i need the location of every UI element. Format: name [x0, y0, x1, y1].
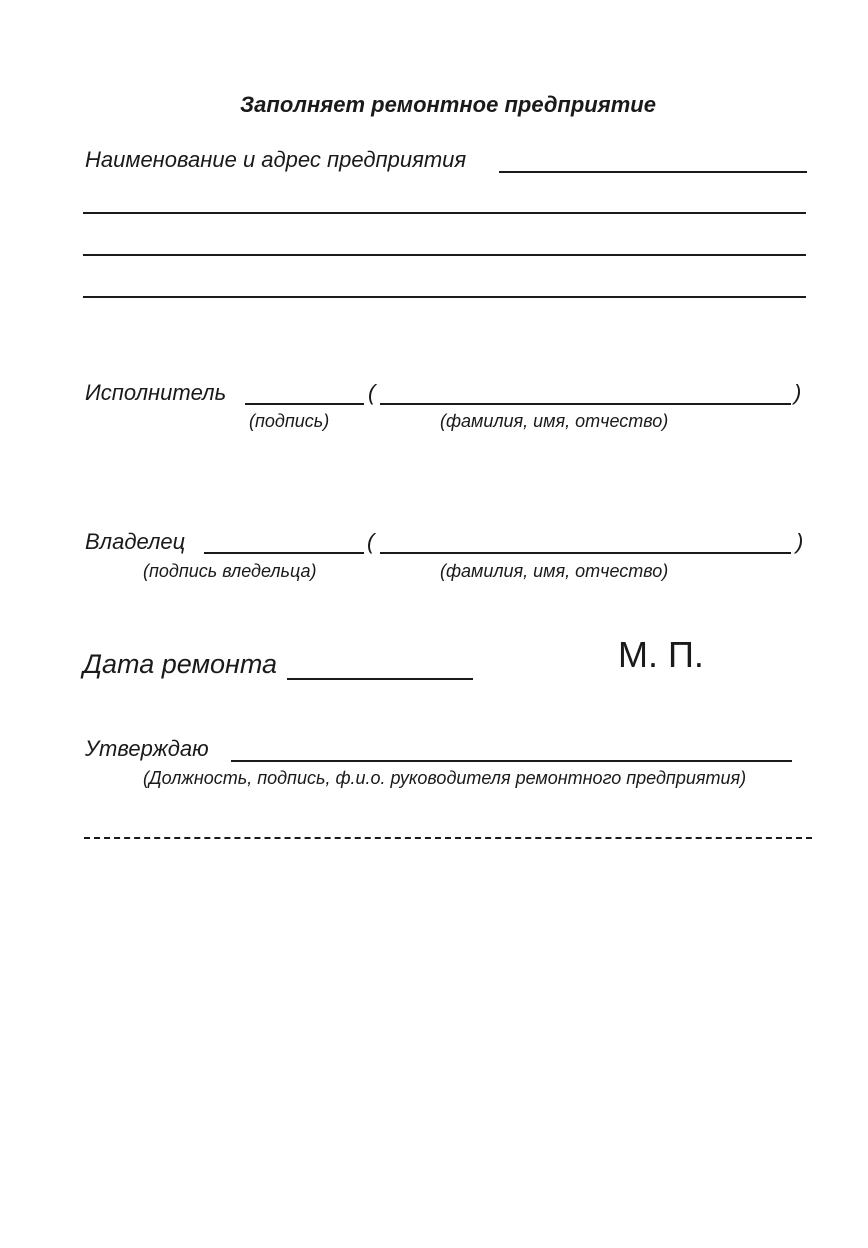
approval-label: Утверждаю [85, 736, 209, 761]
executor-close-paren: ) [794, 380, 802, 405]
cut-line [84, 837, 812, 839]
enterprise-field-line-1[interactable] [499, 171, 807, 173]
enterprise-field-line-2[interactable] [83, 212, 806, 214]
owner-open-paren: ( [367, 529, 375, 554]
executor-signature-caption: (подпись) [249, 411, 330, 431]
stamp-placeholder: М. П. [618, 634, 704, 675]
executor-label: Исполнитель [85, 380, 227, 405]
owner-name-caption: (фамилия, имя, отчество) [440, 561, 669, 581]
approval-caption: (Должность, подпись, ф.и.о. руководителя ремонтного предприятия) [143, 768, 747, 788]
executor-open-paren: ( [368, 380, 376, 405]
owner-name-line[interactable] [380, 552, 791, 554]
owner-label: Владелец [85, 529, 186, 554]
enterprise-field-line-4[interactable] [83, 296, 806, 298]
owner-close-paren: ) [796, 529, 804, 554]
repair-date-label: Дата ремонта [83, 649, 278, 679]
owner-signature-caption: (подпись вледельца) [143, 561, 317, 581]
executor-name-line[interactable] [380, 403, 791, 405]
approval-line[interactable] [231, 760, 792, 762]
executor-signature-line[interactable] [245, 403, 364, 405]
enterprise-label: Наименование и адрес предприятия [85, 147, 467, 172]
repair-date-line[interactable] [287, 678, 473, 680]
form-title: Заполняет ремонтное предприятие [240, 92, 656, 117]
executor-name-caption: (фамилия, имя, отчество) [440, 411, 669, 431]
owner-signature-line[interactable] [204, 552, 364, 554]
enterprise-field-line-3[interactable] [83, 254, 806, 256]
